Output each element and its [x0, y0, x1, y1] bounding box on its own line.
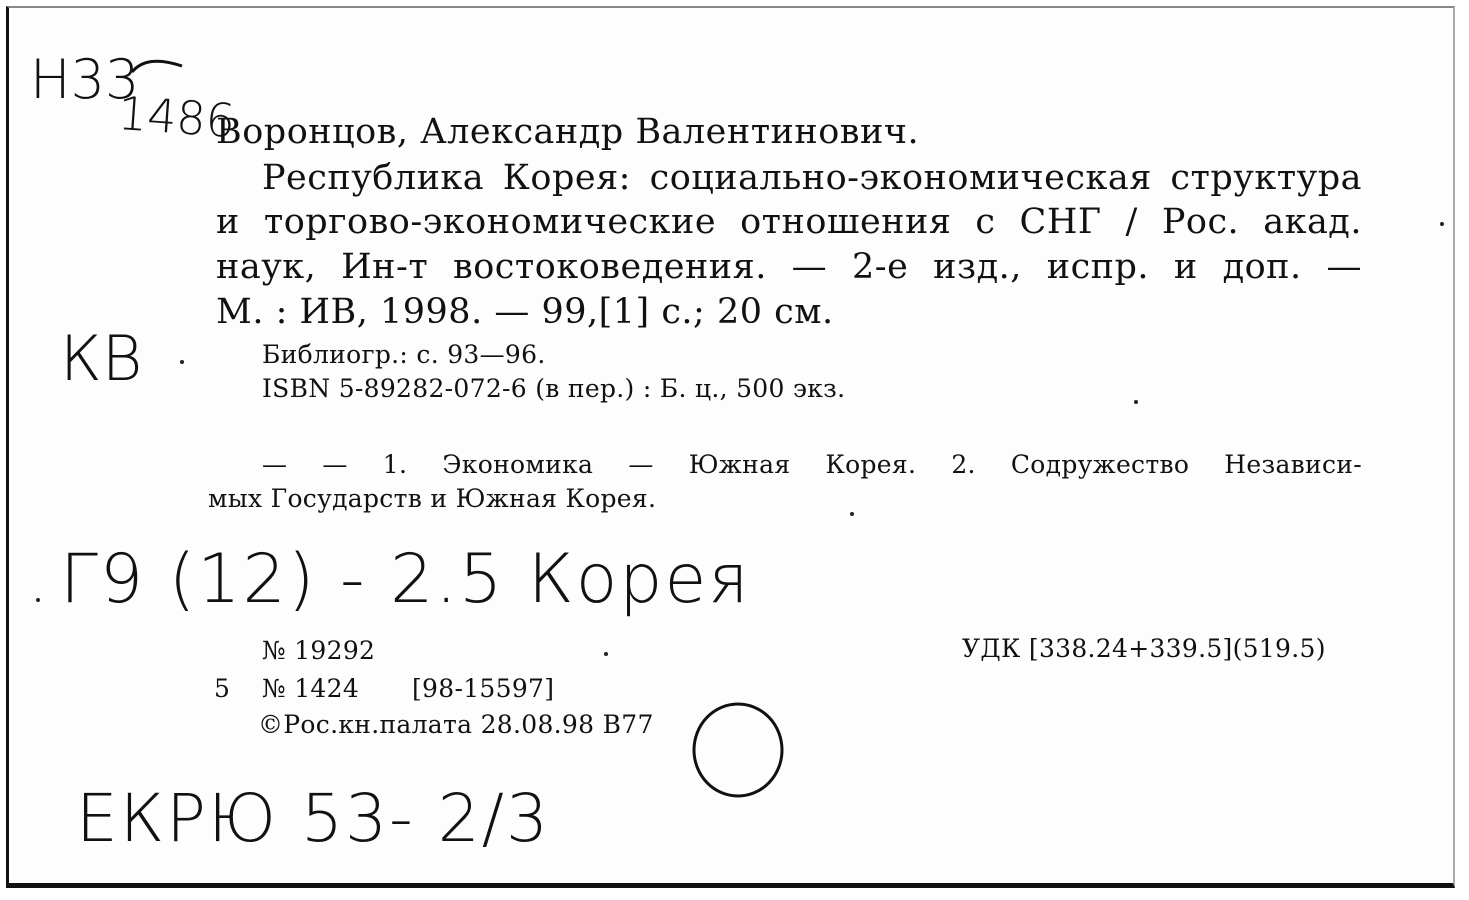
scan-speck — [1134, 400, 1138, 404]
handwritten-shelf-code: ЕКРЮ 53- 2/3 — [76, 780, 550, 857]
card-number-1: № 19292 — [262, 636, 376, 665]
handwritten-overline — [128, 54, 188, 78]
author-heading: Воронцов, Александр Валентинович. — [216, 112, 920, 152]
handwritten-call-number-bottom: 1486 — [116, 85, 237, 149]
scan-speck — [180, 360, 184, 364]
title-line-1: Республика Корея: социально-экономическая структура — [262, 158, 1362, 198]
isbn-line: ISBN 5-89282-072-6 (в пер.) : Б. ц., 500 экз. — [262, 374, 846, 403]
book-chamber-line: ©Рос.кн.палата 28.08.98 В77 — [258, 710, 654, 739]
scan-speck — [604, 652, 608, 656]
subjects-line-1: — — 1. Экономика — Южная Корея. 2. Содружество Независи- — [262, 450, 1362, 479]
scan-speck — [850, 512, 854, 516]
bibliography-note: Библиогр.: с. 93—96. — [262, 340, 546, 369]
register-number: [98-15597] — [412, 674, 555, 703]
card-prefix: 5 — [214, 674, 231, 703]
scan-speck — [1440, 222, 1444, 226]
card-number-2: № 1424 — [262, 674, 360, 703]
imprint-line: М. : ИВ, 1998. — 99,[1] с.; 20 см. — [216, 292, 834, 332]
subjects-line-2: мых Государств и Южная Корея. — [208, 484, 657, 513]
udk-code: УДК [338.24+339.5](519.5) — [962, 634, 1326, 663]
title-line-3: наук, Ин-т востоковедения. — 2-е изд., испр. и доп. — — [216, 247, 1362, 287]
handwritten-kv-mark: КВ — [60, 322, 143, 395]
handwritten-circle — [688, 700, 788, 800]
title-line-2: и торгово-экономические отношения с СНГ / Рос. акад. — [216, 202, 1362, 242]
handwritten-call-number-top: Н33 — [30, 48, 140, 111]
scan-speck — [36, 598, 40, 602]
handwritten-classification: Г9 (12) - 2.5 Корея — [60, 540, 751, 619]
